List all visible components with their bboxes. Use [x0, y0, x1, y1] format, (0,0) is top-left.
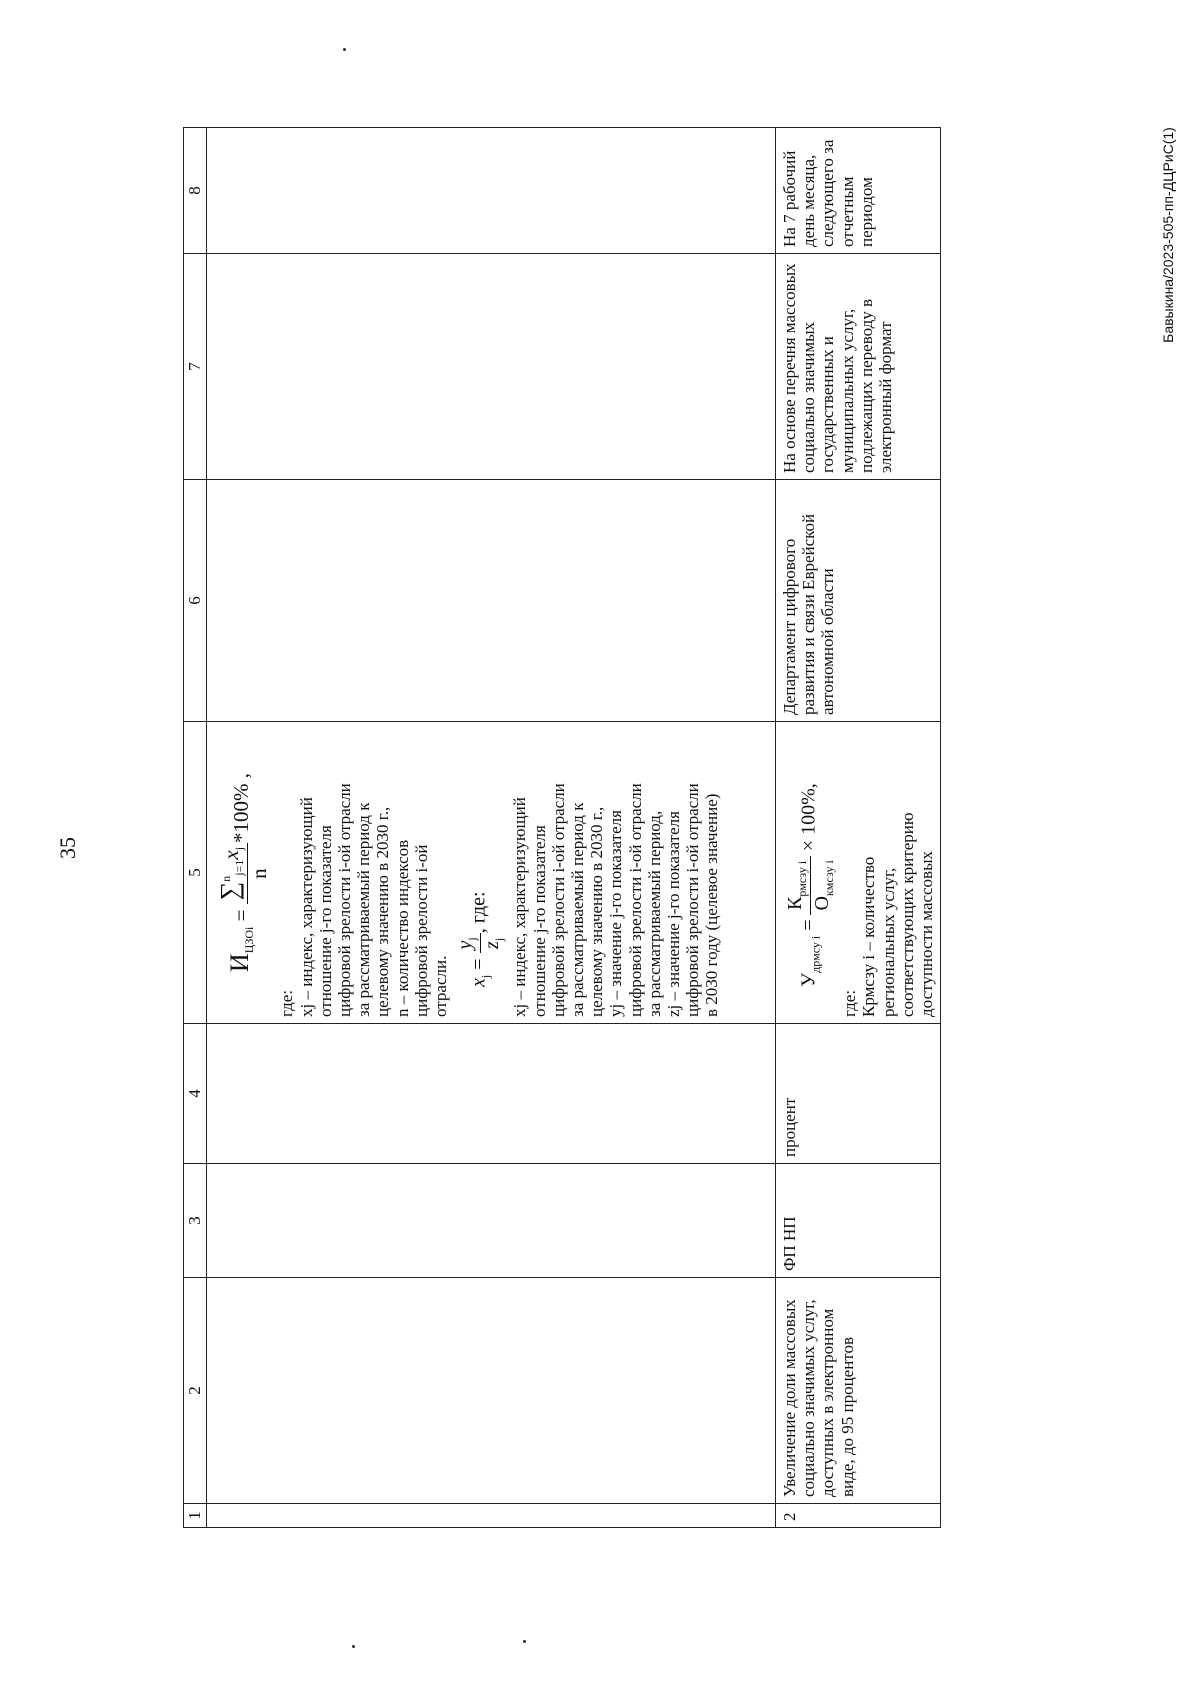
calculation-method-cell: [207, 722, 776, 1024]
cell-empty: [207, 480, 776, 722]
page-number: 35: [55, 837, 80, 859]
table-row: [776, 128, 941, 1528]
unit-cell: процент: [776, 1024, 941, 1164]
cell-empty: [207, 1024, 776, 1164]
col-num-7: 7: [184, 254, 207, 480]
cell-empty: [207, 1278, 776, 1504]
source-cell: ФП НП: [776, 1164, 941, 1278]
calculation-method-cell: $У_{дрмсу i}$ = $К_{рмсзу i}$ $О_{кмсзу i}$ × 100%, где: Крмсзу i – количество региональных услуг, соответствующих критерию доступности массовых: [776, 722, 941, 1024]
maturity-index-formula: $И_{ЦЗОi}$ = $\sum^n_{j=1}x_j$ n *100% ,: [215, 772, 271, 973]
scan-speck: [523, 1640, 526, 1643]
col-num-4: 4: [184, 1024, 207, 1164]
cell-empty: [207, 254, 776, 480]
col-num-8: 8: [184, 128, 207, 254]
col-num-2: 2: [184, 1278, 207, 1504]
column-number-row: [184, 128, 207, 1528]
data-basis-cell: На основе перечня массовых социально значимых государственных и муниципальных услуг, подлежащих переводу в электронный формат: [776, 254, 941, 480]
index-ratio-formula: $x_j$ = $y_j$ $z_j$ , где:: [454, 891, 506, 987]
document-code: Бавыкина/2023-505-пп-ДЦРиС(1): [1160, 127, 1176, 343]
col-num-6: 6: [184, 480, 207, 722]
scan-speck: [352, 1645, 355, 1648]
deadline-cell: На 7 рабочий день месяца, следующего за отчетным периодом: [776, 128, 941, 254]
responsible-body-cell: Департамент цифрового развития и связи Еврейской автономной области: [776, 480, 941, 722]
definition-lines-a: xj – индекс, характеризующий отношение j-го показателя цифровой зрелости i-ой отрасли за рассматриваемый период к целевому значению в 2030 г., n – количество индексов цифровой зрелости i-ой отрасли.: [296, 783, 451, 1017]
row-number-cell: 2: [776, 1504, 941, 1528]
col-num-5: 5: [184, 722, 207, 1024]
cell-empty: [207, 1504, 776, 1528]
cell-empty: [207, 1164, 776, 1278]
indicator-table-rotated: [183, 128, 936, 1528]
definition-lines-b: xj – индекс, характеризующий отношение j-го показателя цифровой зрелости i-ой отрасли за рассматриваемый период к целевому значению в 2030 г., yj – значение j-го показателя цифровой зрелости i-ой отрасли за рассматриваемый период, zj – значение j-го показателя цифровой зрелости i-ой отрасли в 2030 году (целевое значение): [510, 783, 722, 1017]
scan-speck: [343, 48, 346, 51]
col-num-1: 1: [184, 1504, 207, 1528]
where-label: где:: [277, 989, 297, 1017]
indicator-name-cell: Увеличение доли массовых социально значимых услуг, доступных в электронном виде, до 95 процентов: [776, 1278, 941, 1504]
indicator-table: [183, 127, 941, 1528]
digital-services-share-formula: $У_{дрмсу i}$ = $К_{рмсзу i}$ $О_{кмсзу i}$ × 100%,: [784, 783, 836, 987]
col-num-3: 3: [184, 1164, 207, 1278]
table-row: [207, 128, 776, 1528]
cell-empty: [207, 128, 776, 254]
